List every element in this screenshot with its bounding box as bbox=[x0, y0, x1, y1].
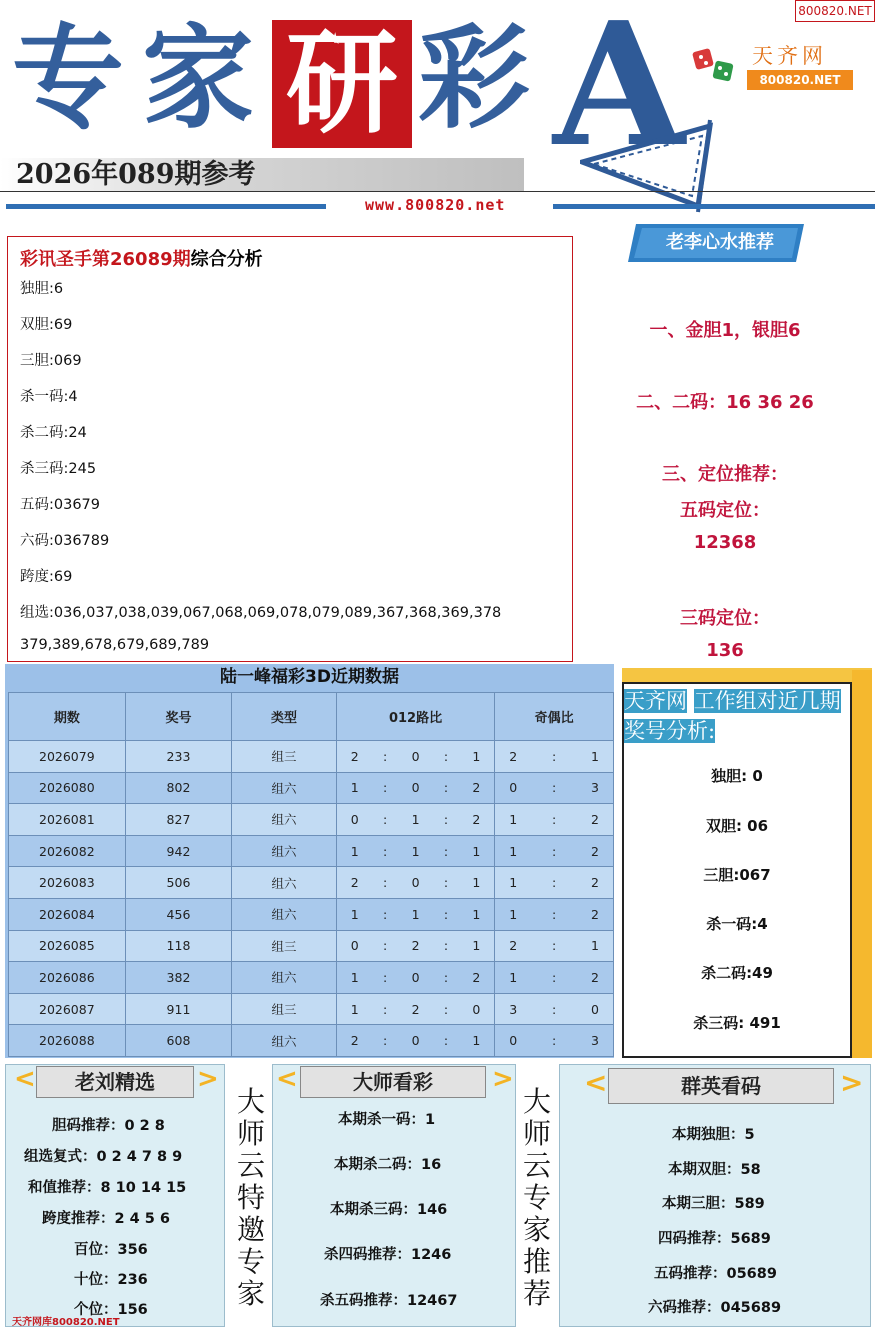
road-value: 0 bbox=[350, 811, 359, 827]
table-row bbox=[9, 898, 614, 930]
master-line: 本期杀二码：16 bbox=[334, 1157, 442, 1173]
road-value: 2 bbox=[411, 938, 420, 954]
ratio-separator: : bbox=[552, 843, 557, 859]
logo-dice-icon bbox=[690, 44, 744, 90]
road-value: 0 bbox=[350, 938, 359, 954]
cell-type: 组六 bbox=[232, 962, 337, 994]
vertical-title-char: 师 bbox=[522, 1117, 551, 1150]
recommend-line: 136 bbox=[706, 640, 744, 661]
title-letter: A bbox=[553, 0, 685, 185]
col-header-road-ratio: 012路比 bbox=[336, 693, 495, 741]
cell-parity-ratio bbox=[495, 772, 614, 804]
analysis-line: 三胆:069 bbox=[20, 353, 82, 369]
road-value: 1 bbox=[411, 811, 420, 827]
parity-value: 3 bbox=[591, 780, 599, 796]
footer-watermark: 天齐网库800820.NET bbox=[12, 1317, 120, 1328]
tianqi-line: 杀一码:4 bbox=[706, 915, 768, 933]
parity-value: 2 bbox=[591, 875, 599, 891]
parity-value: 3 bbox=[591, 1033, 599, 1049]
chevron-right-icon: > bbox=[197, 1064, 219, 1094]
cell-number: 608 bbox=[125, 1025, 232, 1057]
road-value: 2 bbox=[472, 780, 481, 796]
cell-road-ratio bbox=[336, 835, 495, 867]
cell-parity-ratio bbox=[495, 741, 614, 773]
qun-line: 六码推荐：045689 bbox=[648, 1300, 782, 1316]
ratio-separator: : bbox=[383, 748, 388, 764]
road-value: 1 bbox=[350, 780, 359, 796]
title-char-4: 彩 bbox=[418, 13, 530, 144]
issue-title: 2026年089期参考 bbox=[16, 159, 256, 190]
road-value: 1 bbox=[472, 906, 481, 922]
parity-value: 1 bbox=[591, 938, 599, 954]
cell-issue: 2026088 bbox=[9, 1025, 126, 1057]
cell-issue: 2026081 bbox=[9, 804, 126, 836]
cell-type: 组六 bbox=[232, 898, 337, 930]
cell-type: 组六 bbox=[232, 804, 337, 836]
logo-name: 天齐网 bbox=[752, 44, 827, 68]
ratio-separator: : bbox=[383, 906, 388, 922]
vertical-title-char: 云 bbox=[522, 1149, 551, 1182]
vertical-title-char: 家 bbox=[236, 1277, 265, 1310]
ratio-separator: : bbox=[383, 1033, 388, 1049]
ratio-separator: : bbox=[443, 843, 449, 859]
table-row bbox=[9, 993, 614, 1025]
recommend-line: 一、金胆1，银胆6 bbox=[649, 320, 801, 341]
ratio-separator: : bbox=[552, 780, 557, 796]
parity-value: 3 bbox=[509, 1001, 518, 1017]
tianqi-head-brand: 天齐网 bbox=[624, 689, 687, 713]
parity-value: 0 bbox=[591, 1001, 599, 1017]
road-value: 2 bbox=[350, 748, 359, 764]
analysis-line: 杀一码:4 bbox=[20, 389, 78, 405]
tianqi-line: 杀三码: 491 bbox=[693, 1014, 781, 1032]
recommend-line: 12368 bbox=[693, 532, 757, 553]
draw-table bbox=[8, 692, 614, 1057]
cell-type: 组六 bbox=[232, 835, 337, 867]
ratio-separator: : bbox=[383, 843, 388, 859]
ratio-separator: : bbox=[443, 1001, 449, 1017]
ratio-separator: : bbox=[552, 875, 557, 891]
vertical-title-char: 大 bbox=[236, 1085, 265, 1118]
road-value: 2 bbox=[472, 969, 481, 985]
chevron-left-icon: < bbox=[14, 1064, 36, 1094]
cell-road-ratio bbox=[336, 898, 495, 930]
cell-issue: 2026083 bbox=[9, 867, 126, 899]
liu-line: 跨度推荐：2 4 5 6 bbox=[42, 1211, 171, 1227]
cell-issue: 2026079 bbox=[9, 741, 126, 773]
ratio-separator: : bbox=[552, 938, 557, 954]
qun-line: 本期独胆：5 bbox=[672, 1127, 755, 1143]
chevron-right-icon: > bbox=[840, 1066, 864, 1099]
analysis-title-red: 彩讯圣手第26089期 bbox=[20, 249, 191, 270]
cell-road-ratio bbox=[336, 772, 495, 804]
cell-number: 911 bbox=[125, 993, 232, 1025]
vertical-title-a bbox=[234, 1086, 268, 1310]
liu-line: 百位：356 bbox=[74, 1242, 148, 1258]
analysis-line: 杀三码:245 bbox=[20, 461, 97, 477]
road-value: 0 bbox=[411, 969, 420, 985]
box-side-face bbox=[852, 670, 872, 1058]
cell-issue: 2026085 bbox=[9, 930, 126, 962]
tianqi-head-text: 工作组对近几期奖号分析: bbox=[624, 689, 841, 743]
left-accent-line bbox=[6, 204, 326, 209]
cell-road-ratio bbox=[336, 867, 495, 899]
cell-number: 382 bbox=[125, 962, 232, 994]
ratio-separator: : bbox=[552, 1033, 557, 1049]
recommend-line: 三、定位推荐： bbox=[662, 464, 788, 485]
vertical-title-char: 大 bbox=[522, 1085, 551, 1118]
col-header-parity-ratio: 奇偶比 bbox=[495, 693, 614, 741]
ratio-separator: : bbox=[443, 748, 449, 764]
cell-road-ratio bbox=[336, 1025, 495, 1057]
site-corner-tag: 800820.NET bbox=[795, 0, 875, 22]
ratio-separator: : bbox=[443, 811, 449, 827]
cell-type: 组三 bbox=[232, 930, 337, 962]
title-char-2: 家 bbox=[142, 13, 254, 144]
cell-parity-ratio bbox=[495, 804, 614, 836]
road-value: 0 bbox=[411, 748, 420, 764]
cell-parity-ratio bbox=[495, 930, 614, 962]
parity-value: 2 bbox=[509, 748, 518, 764]
parity-value: 2 bbox=[591, 843, 599, 859]
ratio-separator: : bbox=[383, 969, 388, 985]
analysis-line: 五码:03679 bbox=[20, 497, 101, 513]
vertical-title-b bbox=[520, 1086, 554, 1310]
panel-qun-label: 群英看码 bbox=[608, 1068, 834, 1104]
cell-number: 802 bbox=[125, 772, 232, 804]
parity-value: 2 bbox=[591, 906, 599, 922]
road-value: 2 bbox=[472, 811, 481, 827]
ratio-separator: : bbox=[443, 875, 449, 891]
cell-type: 组六 bbox=[232, 1025, 337, 1057]
liu-line: 和值推荐：8 10 14 15 bbox=[28, 1180, 187, 1196]
vertical-title-char: 专 bbox=[236, 1245, 265, 1278]
col-header-number: 奖号 bbox=[125, 693, 232, 741]
recommend-line: 五码定位： bbox=[680, 500, 770, 521]
cell-type: 组三 bbox=[232, 741, 337, 773]
cell-number: 233 bbox=[125, 741, 232, 773]
road-value: 0 bbox=[411, 1033, 420, 1049]
cell-issue: 2026084 bbox=[9, 898, 126, 930]
liu-line: 胆码推荐：0 2 8 bbox=[52, 1118, 165, 1134]
parity-value: 2 bbox=[591, 969, 599, 985]
liu-line: 十位：236 bbox=[74, 1272, 148, 1288]
ratio-separator: : bbox=[552, 906, 557, 922]
cell-number: 506 bbox=[125, 867, 232, 899]
cell-number: 456 bbox=[125, 898, 232, 930]
recommend-ribbon-label: 老李心水推荐 bbox=[666, 232, 774, 253]
ratio-separator: : bbox=[383, 875, 388, 891]
qun-line: 本期双胆：58 bbox=[668, 1162, 761, 1178]
cell-road-ratio bbox=[336, 804, 495, 836]
master-line: 本期杀三码：146 bbox=[330, 1202, 448, 1218]
cell-issue: 2026086 bbox=[9, 962, 126, 994]
cell-parity-ratio bbox=[495, 867, 614, 899]
table-title: 陆一峰福彩3D近期数据 bbox=[220, 667, 399, 687]
road-value: 0 bbox=[411, 875, 420, 891]
vertical-title-char: 云 bbox=[236, 1149, 265, 1182]
table-row bbox=[9, 962, 614, 994]
cell-road-ratio bbox=[336, 993, 495, 1025]
chevron-right-icon: > bbox=[492, 1064, 514, 1094]
road-value: 1 bbox=[472, 938, 481, 954]
tianqi-box-heading bbox=[624, 686, 842, 746]
box-top-face bbox=[622, 668, 872, 682]
chevron-left-icon: < bbox=[276, 1064, 298, 1094]
recommend-line: 二、二码：16 36 26 bbox=[636, 392, 814, 413]
site-url-link[interactable]: www.800820.net bbox=[365, 196, 506, 214]
cell-number: 827 bbox=[125, 804, 232, 836]
ratio-separator: : bbox=[552, 969, 557, 985]
road-value: 1 bbox=[350, 1001, 359, 1017]
road-value: 1 bbox=[472, 843, 481, 859]
col-header-type: 类型 bbox=[232, 693, 337, 741]
cell-road-ratio bbox=[336, 930, 495, 962]
tianqi-line: 独胆: 0 bbox=[711, 767, 763, 785]
parity-value: 2 bbox=[509, 938, 518, 954]
ratio-separator: : bbox=[443, 780, 449, 796]
parity-value: 1 bbox=[509, 811, 518, 827]
cell-parity-ratio bbox=[495, 1025, 614, 1057]
cell-parity-ratio bbox=[495, 993, 614, 1025]
table-row bbox=[9, 1025, 614, 1057]
liu-line: 组选复式：0 2 4 7 8 9 bbox=[24, 1149, 183, 1165]
liu-line: 个位：156 bbox=[74, 1302, 148, 1318]
vertical-title-char: 邀 bbox=[236, 1213, 265, 1246]
analysis-line: 组选:036,037,038,039,067,068,069,078,079,089,367,368,369,378 bbox=[20, 605, 502, 621]
cell-issue: 2026087 bbox=[9, 993, 126, 1025]
analysis-title bbox=[20, 245, 263, 271]
parity-value: 1 bbox=[591, 748, 599, 764]
road-value: 2 bbox=[350, 875, 359, 891]
road-value: 1 bbox=[350, 906, 359, 922]
parity-value: 0 bbox=[509, 1033, 518, 1049]
panel-master bbox=[272, 1064, 516, 1327]
ratio-separator: : bbox=[552, 811, 557, 827]
analysis-line: 独胆:6 bbox=[20, 281, 64, 297]
table-row bbox=[9, 930, 614, 962]
analysis-line: 六码:036789 bbox=[20, 533, 110, 549]
road-value: 1 bbox=[411, 843, 420, 859]
table-row bbox=[9, 835, 614, 867]
cell-road-ratio bbox=[336, 962, 495, 994]
table-row bbox=[9, 772, 614, 804]
logo-url: 800820.NET bbox=[747, 70, 853, 90]
qun-line: 五码推荐：05689 bbox=[654, 1266, 777, 1282]
parity-value: 1 bbox=[509, 875, 518, 891]
analysis-line: 379,389,678,679,689,789 bbox=[20, 637, 210, 653]
cell-number: 942 bbox=[125, 835, 232, 867]
cell-number: 118 bbox=[125, 930, 232, 962]
road-value: 0 bbox=[472, 1001, 481, 1017]
vertical-title-char: 家 bbox=[522, 1213, 551, 1246]
ratio-separator: : bbox=[443, 938, 449, 954]
title-char-1: 专 bbox=[12, 13, 124, 144]
road-value: 2 bbox=[350, 1033, 359, 1049]
panel-master-label: 大师看彩 bbox=[300, 1066, 486, 1098]
cell-issue: 2026080 bbox=[9, 772, 126, 804]
analysis-box bbox=[7, 236, 573, 662]
road-value: 1 bbox=[472, 1033, 481, 1049]
cell-parity-ratio bbox=[495, 835, 614, 867]
ratio-separator: : bbox=[383, 938, 388, 954]
ratio-separator: : bbox=[383, 780, 388, 796]
table-row bbox=[9, 867, 614, 899]
road-value: 1 bbox=[472, 748, 481, 764]
col-header-issue: 期数 bbox=[9, 693, 126, 741]
parity-value: 1 bbox=[509, 969, 518, 985]
vertical-title-char: 师 bbox=[236, 1117, 265, 1150]
right-accent-line bbox=[553, 204, 875, 209]
analysis-line: 双胆:69 bbox=[20, 317, 73, 333]
parity-value: 2 bbox=[591, 811, 599, 827]
title-char-3-highlight: 研 bbox=[272, 20, 412, 148]
road-value: 1 bbox=[350, 969, 359, 985]
qun-line: 本期三胆：589 bbox=[662, 1196, 765, 1212]
analysis-title-black: 综合分析 bbox=[190, 249, 263, 270]
parity-value: 1 bbox=[509, 906, 518, 922]
draw-history-table bbox=[5, 664, 614, 1058]
cell-parity-ratio bbox=[495, 898, 614, 930]
ratio-separator: : bbox=[383, 811, 388, 827]
ratio-separator: : bbox=[383, 1001, 388, 1017]
tianqi-line: 杀二码:49 bbox=[701, 964, 773, 982]
recommend-line: 三码定位： bbox=[680, 608, 770, 629]
ratio-separator: : bbox=[552, 1001, 557, 1017]
qun-line: 四码推荐：5689 bbox=[658, 1231, 771, 1247]
master-line: 杀四码推荐：1246 bbox=[324, 1247, 452, 1263]
analysis-line: 杀二码:24 bbox=[20, 425, 87, 441]
parity-value: 1 bbox=[509, 843, 518, 859]
road-value: 1 bbox=[411, 906, 420, 922]
ratio-separator: : bbox=[443, 1033, 449, 1049]
header-divider bbox=[0, 191, 875, 192]
cell-type: 组六 bbox=[232, 772, 337, 804]
decorative-book-graphic bbox=[580, 116, 760, 216]
road-value: 2 bbox=[411, 1001, 420, 1017]
parity-value: 0 bbox=[509, 780, 518, 796]
master-line: 本期杀一码：1 bbox=[338, 1112, 436, 1128]
ratio-separator: : bbox=[443, 906, 449, 922]
cell-type: 组六 bbox=[232, 867, 337, 899]
cell-issue: 2026082 bbox=[9, 835, 126, 867]
vertical-title-char: 专 bbox=[522, 1181, 551, 1214]
vertical-title-char: 特 bbox=[236, 1181, 265, 1214]
panel-liu-label: 老刘精选 bbox=[36, 1066, 194, 1098]
tianqi-line: 三胆:067 bbox=[703, 866, 771, 884]
ratio-separator: : bbox=[552, 748, 557, 764]
road-value: 1 bbox=[472, 875, 481, 891]
road-value: 1 bbox=[350, 843, 359, 859]
cell-parity-ratio bbox=[495, 962, 614, 994]
vertical-title-char: 推 bbox=[522, 1245, 551, 1278]
table-row bbox=[9, 804, 614, 836]
vertical-title-char: 荐 bbox=[522, 1277, 551, 1310]
cell-type: 组三 bbox=[232, 993, 337, 1025]
cell-road-ratio bbox=[336, 741, 495, 773]
chevron-left-icon: < bbox=[584, 1066, 608, 1099]
tianqi-line: 双胆: 06 bbox=[705, 817, 769, 835]
table-row bbox=[9, 741, 614, 773]
road-value: 0 bbox=[411, 780, 420, 796]
ratio-separator: : bbox=[443, 969, 449, 985]
analysis-line: 跨度:69 bbox=[20, 569, 73, 585]
master-line: 杀五码推荐：12467 bbox=[320, 1293, 458, 1309]
